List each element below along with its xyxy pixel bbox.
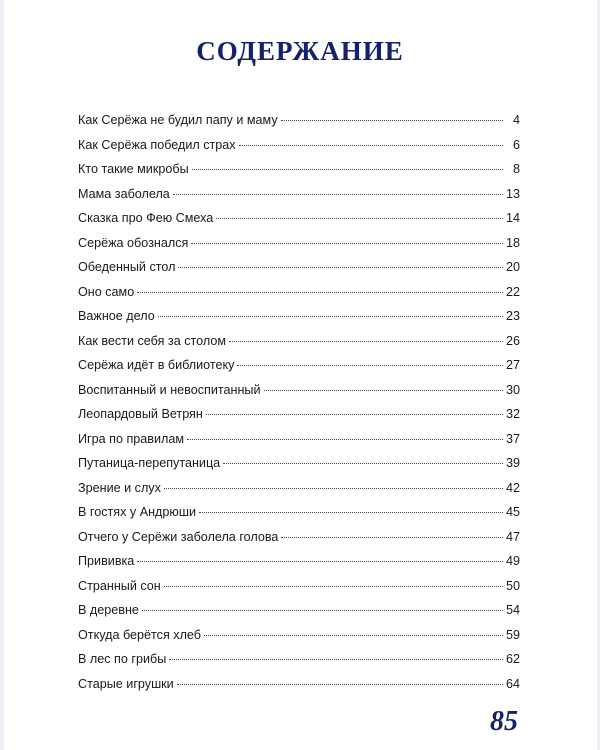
toc-entry-title: Важное дело [78, 309, 155, 323]
toc-entry[interactable] [78, 304, 520, 329]
toc-entry[interactable] [78, 206, 520, 231]
toc-entry-page: 47 [505, 529, 520, 544]
toc-entry-page: 18 [505, 235, 520, 250]
toc-entry[interactable] [78, 500, 520, 525]
toc-entry-title: Игра по правилам [78, 431, 185, 446]
toc-entry[interactable] [78, 157, 520, 182]
toc-entry-page: 59 [505, 627, 520, 642]
dot-leader [158, 316, 503, 317]
toc-entry-page: 23 [505, 309, 520, 323]
toc-entry-title: Серёжа идёт в библиотеку [78, 358, 235, 372]
dot-leader [281, 120, 503, 121]
toc-entry[interactable] [78, 255, 520, 280]
toc-entry-title: Путаница-перепутаница [78, 456, 221, 470]
toc-entry-title: Воспитанный и невоспитанный [78, 382, 261, 397]
toc-entry-title: В гостях у Андрюши [78, 505, 196, 519]
toc-entry-title: Прививка [78, 554, 135, 568]
dot-leader [137, 561, 503, 562]
toc-entry[interactable] [78, 476, 520, 501]
toc-entry[interactable] [78, 280, 520, 305]
toc-entry-page: 22 [505, 284, 520, 299]
toc-entry-page: 54 [505, 603, 520, 617]
page-title: СОДЕРЖАНИЕ [196, 36, 404, 66]
toc-entry[interactable] [78, 231, 520, 256]
toc-entry-page: 50 [505, 578, 520, 593]
toc-entry-title: Оно само [78, 284, 135, 299]
dot-leader [178, 267, 503, 268]
toc-entry-title: Обеденный стол [78, 260, 176, 274]
toc-entry-page: 20 [505, 260, 520, 274]
dot-leader [237, 365, 503, 366]
toc-entry-title: Мама заболела [78, 186, 170, 201]
dot-leader [199, 512, 503, 513]
toc-entry-title: Как Серёжа победил страх [78, 137, 236, 152]
toc-entry[interactable] [78, 598, 520, 623]
toc-entry-title: Отчего у Серёжи заболела голова [78, 529, 279, 544]
dot-leader [187, 439, 503, 440]
toc-entry[interactable] [78, 182, 520, 207]
toc-entry-page: 45 [505, 505, 520, 519]
toc-entry-page: 64 [505, 676, 520, 691]
toc-entry-title: В деревне [78, 603, 139, 617]
toc-entry[interactable] [78, 574, 520, 599]
toc-entry-title: Сказка про Фею Смеха [78, 211, 214, 225]
toc-entry-page: 49 [505, 554, 520, 568]
dot-leader [192, 169, 503, 170]
dot-leader [264, 390, 503, 391]
toc-entry[interactable] [78, 133, 520, 158]
toc-entry[interactable] [78, 623, 520, 648]
toc-entry-title: Откуда берётся хлеб [78, 627, 201, 642]
toc-entry-page: 8 [512, 162, 520, 176]
toc-entry-page: 39 [505, 456, 520, 470]
dot-leader [177, 684, 503, 685]
toc-entry-title: В лес по грибы [78, 652, 167, 666]
toc-entry[interactable] [78, 525, 520, 550]
toc-entry[interactable] [78, 108, 520, 133]
toc-entry-page: 6 [512, 137, 520, 152]
toc-entry-title: Кто такие микробы [78, 162, 189, 176]
toc-entry[interactable] [78, 427, 520, 452]
toc-entry[interactable] [78, 451, 520, 476]
toc-entry[interactable] [78, 329, 520, 354]
dot-leader [206, 414, 503, 415]
dot-leader [169, 659, 503, 660]
dot-leader [164, 586, 503, 587]
dot-leader [191, 243, 503, 244]
dot-leader [137, 292, 503, 293]
toc-entry-title: Зрение и слух [78, 480, 161, 495]
toc-entry-title: Леопардовый Ветрян [78, 407, 203, 421]
toc-entry[interactable] [78, 353, 520, 378]
toc-entry-page: 30 [505, 382, 520, 397]
dot-leader [164, 488, 503, 489]
toc-entry-page: 4 [512, 113, 520, 127]
dot-leader [216, 218, 503, 219]
toc-entry[interactable] [78, 672, 520, 697]
toc-entry[interactable] [78, 378, 520, 403]
dot-leader [204, 635, 503, 636]
toc-entry-page: 62 [505, 652, 520, 666]
toc-entry-title: Старые игрушки [78, 676, 174, 691]
table-of-contents [78, 108, 520, 696]
toc-entry-title: Как вести себя за столом [78, 333, 226, 348]
dot-leader [281, 537, 503, 538]
dot-leader [223, 463, 503, 464]
dot-leader [229, 341, 503, 342]
dot-leader [173, 194, 503, 195]
toc-entry-page: 13 [505, 186, 520, 201]
dot-leader [239, 145, 503, 146]
toc-entry-title: Странный сон [78, 578, 161, 593]
dot-leader [142, 610, 503, 611]
toc-entry-page: 32 [505, 407, 520, 421]
toc-entry-page: 27 [505, 358, 520, 372]
toc-entry-page: 14 [505, 211, 520, 225]
toc-entry-page: 37 [505, 431, 520, 446]
toc-entry-page: 42 [505, 480, 520, 495]
toc-entry[interactable] [78, 549, 520, 574]
page-number: 85 [490, 706, 518, 737]
toc-entry-title: Серёжа обознался [78, 235, 189, 250]
toc-entry-page: 26 [505, 333, 520, 348]
toc-entry[interactable] [78, 647, 520, 672]
toc-entry[interactable] [78, 402, 520, 427]
toc-entry-title: Как Серёжа не будил папу и маму [78, 113, 278, 127]
